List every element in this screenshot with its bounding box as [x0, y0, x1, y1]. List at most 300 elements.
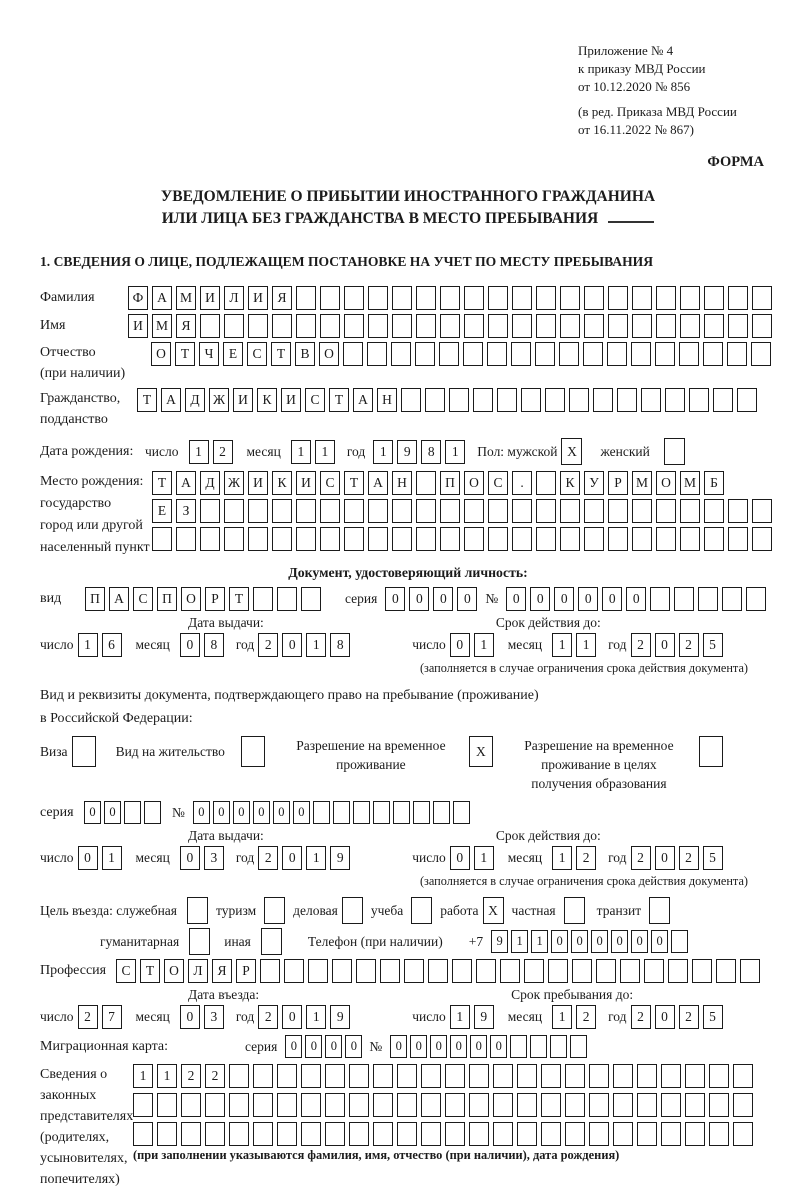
char-cell-filled[interactable]: 0: [282, 846, 302, 870]
char-cell-empty[interactable]: [301, 1064, 321, 1088]
char-cell-filled[interactable]: 0: [530, 587, 550, 611]
char-cell-empty[interactable]: [313, 801, 330, 824]
char-cell-empty[interactable]: [224, 499, 244, 523]
char-cell-filled[interactable]: 5: [703, 846, 723, 870]
char-cell-empty[interactable]: [349, 1093, 369, 1117]
purpose-official-checkbox[interactable]: [187, 897, 212, 924]
char-cell-empty[interactable]: [253, 1093, 273, 1117]
char-cell-empty[interactable]: [152, 527, 172, 551]
char-cell-empty[interactable]: [583, 342, 603, 366]
purpose-work-checkbox[interactable]: [483, 897, 508, 924]
char-cell-filled[interactable]: 2: [181, 1064, 201, 1088]
char-cell-empty[interactable]: [413, 801, 430, 824]
char-cell-empty[interactable]: [397, 1093, 417, 1117]
char-cell-empty[interactable]: [296, 286, 316, 310]
char-cell-filled[interactable]: 0: [490, 1035, 507, 1058]
char-cell-empty[interactable]: [661, 1122, 681, 1146]
char-cell-empty[interactable]: [144, 801, 161, 824]
char-cell-filled[interactable]: М: [632, 471, 652, 495]
char-cell-filled[interactable]: 9: [330, 1005, 350, 1029]
char-cell-filled[interactable]: Я: [176, 314, 196, 338]
char-cell-empty[interactable]: [733, 1093, 753, 1117]
char-cell-filled[interactable]: 0: [84, 801, 101, 824]
char-cell-empty[interactable]: [517, 1093, 537, 1117]
char-cell-filled[interactable]: 0: [450, 633, 470, 657]
char-cell-empty[interactable]: [685, 1093, 705, 1117]
char-cell-filled[interactable]: С: [488, 471, 508, 495]
char-cell-filled[interactable]: 0: [655, 633, 675, 657]
char-cell-empty[interactable]: [296, 499, 316, 523]
char-cell-empty[interactable]: [709, 1064, 729, 1088]
char-cell-empty[interactable]: [671, 930, 688, 953]
sex-female-checkbox[interactable]: [664, 438, 689, 465]
char-cell-filled[interactable]: Р: [608, 471, 628, 495]
char-cell-empty[interactable]: [728, 314, 748, 338]
char-cell-filled[interactable]: 9: [397, 440, 417, 464]
char-cell-empty[interactable]: [704, 499, 724, 523]
char-cell-empty[interactable]: [452, 959, 472, 983]
char-cell-filled[interactable]: Р: [205, 587, 225, 611]
char-cell-empty[interactable]: [752, 527, 772, 551]
char-cell-filled[interactable]: 2: [631, 633, 651, 657]
char-cell-empty[interactable]: [440, 527, 460, 551]
char-cell-filled[interactable]: 0: [651, 930, 668, 953]
char-cell-empty[interactable]: [373, 1093, 393, 1117]
char-cell-filled[interactable]: Е: [223, 342, 243, 366]
char-cell-filled[interactable]: 0: [78, 846, 98, 870]
char-cell-filled[interactable]: 2: [78, 1005, 98, 1029]
char-cell-filled[interactable]: 1: [450, 1005, 470, 1029]
char-cell-empty[interactable]: [301, 1093, 321, 1117]
char-cell-empty[interactable]: [661, 1064, 681, 1088]
char-cell-empty[interactable]: [728, 499, 748, 523]
char-cell-empty[interactable]: [550, 1035, 567, 1058]
char-cell-filled[interactable]: 0: [305, 1035, 322, 1058]
char-cell-empty[interactable]: [493, 1122, 513, 1146]
char-cell-empty[interactable]: [392, 314, 412, 338]
char-cell-filled[interactable]: Л: [224, 286, 244, 310]
char-cell-empty[interactable]: [545, 388, 565, 412]
char-cell-empty[interactable]: [325, 1093, 345, 1117]
char-cell-empty[interactable]: [631, 342, 651, 366]
char-cell-empty[interactable]: [392, 286, 412, 310]
char-cell-filled[interactable]: 1: [552, 846, 572, 870]
char-cell-empty[interactable]: [449, 388, 469, 412]
char-cell-empty[interactable]: [380, 959, 400, 983]
char-cell-filled[interactable]: С: [133, 587, 153, 611]
char-cell-empty[interactable]: [608, 527, 628, 551]
char-cell-empty[interactable]: [343, 342, 363, 366]
char-cell-empty[interactable]: [733, 1122, 753, 1146]
char-cell-filled[interactable]: И: [200, 286, 220, 310]
char-cell-empty[interactable]: [229, 1093, 249, 1117]
char-cell-filled[interactable]: 0: [655, 1005, 675, 1029]
char-cell-filled[interactable]: 0: [345, 1035, 362, 1058]
char-cell-empty[interactable]: [440, 499, 460, 523]
char-cell-empty[interactable]: [493, 1093, 513, 1117]
char-cell-empty[interactable]: [593, 388, 613, 412]
char-cell-filled[interactable]: 1: [306, 846, 326, 870]
char-cell-filled[interactable]: 2: [679, 633, 699, 657]
char-cell-filled[interactable]: X: [469, 736, 493, 767]
char-cell-empty[interactable]: [689, 388, 709, 412]
char-cell-empty[interactable]: [133, 1122, 153, 1146]
char-cell-empty[interactable]: [224, 314, 244, 338]
char-cell-filled[interactable]: 0: [602, 587, 622, 611]
char-cell-empty[interactable]: [752, 286, 772, 310]
char-cell-filled[interactable]: И: [248, 286, 268, 310]
char-cell-filled[interactable]: С: [116, 959, 136, 983]
char-cell-empty[interactable]: [133, 1093, 153, 1117]
char-cell-filled[interactable]: 0: [457, 587, 477, 611]
char-cell-filled[interactable]: П: [157, 587, 177, 611]
char-cell-filled[interactable]: 0: [506, 587, 526, 611]
char-cell-empty[interactable]: [510, 1035, 527, 1058]
char-cell-empty[interactable]: [332, 959, 352, 983]
char-cell-empty[interactable]: [296, 527, 316, 551]
char-cell-empty[interactable]: [608, 314, 628, 338]
char-cell-filled[interactable]: А: [368, 471, 388, 495]
char-cell-empty[interactable]: [709, 1122, 729, 1146]
char-cell-filled[interactable]: 9: [491, 930, 508, 953]
char-cell-empty[interactable]: [349, 1122, 369, 1146]
char-cell-filled[interactable]: 0: [551, 930, 568, 953]
char-cell-empty[interactable]: [541, 1093, 561, 1117]
char-cell-empty[interactable]: [416, 314, 436, 338]
char-cell-filled[interactable]: С: [320, 471, 340, 495]
char-cell-empty[interactable]: [740, 959, 760, 983]
char-cell-empty[interactable]: [320, 499, 340, 523]
char-cell-filled[interactable]: 8: [330, 633, 350, 657]
char-cell-empty[interactable]: [517, 1064, 537, 1088]
char-cell-empty[interactable]: [656, 286, 676, 310]
char-cell-filled[interactable]: 0: [554, 587, 574, 611]
char-cell-filled[interactable]: М: [680, 471, 700, 495]
char-cell-empty[interactable]: [416, 499, 436, 523]
char-cell-empty[interactable]: [353, 801, 370, 824]
char-cell-empty[interactable]: [637, 1064, 657, 1088]
char-cell-empty[interactable]: [200, 499, 220, 523]
char-cell-empty[interactable]: [404, 959, 424, 983]
char-cell-empty[interactable]: [248, 314, 268, 338]
char-cell-empty[interactable]: [560, 314, 580, 338]
char-cell-empty[interactable]: [703, 342, 723, 366]
char-cell-empty[interactable]: [264, 897, 285, 924]
char-cell-empty[interactable]: [641, 388, 661, 412]
char-cell-filled[interactable]: 2: [258, 633, 278, 657]
char-cell-filled[interactable]: А: [109, 587, 129, 611]
purpose-other-checkbox[interactable]: [261, 928, 286, 955]
char-cell-filled[interactable]: О: [656, 471, 676, 495]
purpose-tourism-checkbox[interactable]: [264, 897, 289, 924]
char-cell-filled[interactable]: О: [181, 587, 201, 611]
char-cell-filled[interactable]: 1: [157, 1064, 177, 1088]
char-cell-filled[interactable]: 0: [325, 1035, 342, 1058]
char-cell-filled[interactable]: И: [296, 471, 316, 495]
char-cell-filled[interactable]: Т: [271, 342, 291, 366]
char-cell-empty[interactable]: [320, 314, 340, 338]
char-cell-empty[interactable]: [632, 286, 652, 310]
char-cell-filled[interactable]: П: [440, 471, 460, 495]
char-cell-empty[interactable]: [560, 286, 580, 310]
char-cell-empty[interactable]: [713, 388, 733, 412]
char-cell-filled[interactable]: 5: [703, 633, 723, 657]
char-cell-empty[interactable]: [421, 1093, 441, 1117]
char-cell-empty[interactable]: [325, 1122, 345, 1146]
char-cell-filled[interactable]: 0: [450, 1035, 467, 1058]
char-cell-filled[interactable]: 2: [631, 1005, 651, 1029]
char-cell-empty[interactable]: [632, 527, 652, 551]
char-cell-empty[interactable]: [368, 527, 388, 551]
char-cell-filled[interactable]: Т: [137, 388, 157, 412]
char-cell-filled[interactable]: 0: [450, 846, 470, 870]
char-cell-empty[interactable]: [469, 1064, 489, 1088]
char-cell-filled[interactable]: 9: [474, 1005, 494, 1029]
char-cell-empty[interactable]: [665, 388, 685, 412]
char-cell-empty[interactable]: [497, 388, 517, 412]
char-cell-filled[interactable]: Я: [272, 286, 292, 310]
char-cell-empty[interactable]: [301, 587, 321, 611]
char-cell-empty[interactable]: [570, 1035, 587, 1058]
char-cell-empty[interactable]: [476, 959, 496, 983]
char-cell-empty[interactable]: [512, 314, 532, 338]
char-cell-empty[interactable]: [632, 499, 652, 523]
char-cell-empty[interactable]: [608, 499, 628, 523]
char-cell-empty[interactable]: [589, 1093, 609, 1117]
char-cell-empty[interactable]: [488, 314, 508, 338]
char-cell-filled[interactable]: Е: [152, 499, 172, 523]
char-cell-empty[interactable]: [536, 314, 556, 338]
char-cell-filled[interactable]: 2: [213, 440, 233, 464]
char-cell-filled[interactable]: 0: [410, 1035, 427, 1058]
char-cell-filled[interactable]: Я: [212, 959, 232, 983]
purpose-transit-checkbox[interactable]: [649, 897, 674, 924]
char-cell-empty[interactable]: [524, 959, 544, 983]
char-cell-empty[interactable]: [752, 499, 772, 523]
char-cell-empty[interactable]: [680, 499, 700, 523]
char-cell-empty[interactable]: [559, 342, 579, 366]
char-cell-filled[interactable]: 1: [474, 846, 494, 870]
char-cell-empty[interactable]: [620, 959, 640, 983]
char-cell-empty[interactable]: [637, 1122, 657, 1146]
char-cell-filled[interactable]: И: [233, 388, 253, 412]
char-cell-filled[interactable]: 1: [552, 633, 572, 657]
char-cell-empty[interactable]: [433, 801, 450, 824]
char-cell-empty[interactable]: [656, 499, 676, 523]
char-cell-filled[interactable]: 0: [253, 801, 270, 824]
char-cell-filled[interactable]: Д: [185, 388, 205, 412]
char-cell-filled[interactable]: 0: [611, 930, 628, 953]
char-cell-filled[interactable]: 1: [306, 1005, 326, 1029]
char-cell-empty[interactable]: [512, 286, 532, 310]
char-cell-filled[interactable]: 0: [180, 1005, 200, 1029]
char-cell-empty[interactable]: [680, 527, 700, 551]
char-cell-empty[interactable]: [536, 471, 556, 495]
char-cell-empty[interactable]: [644, 959, 664, 983]
char-cell-filled[interactable]: 5: [703, 1005, 723, 1029]
char-cell-empty[interactable]: [344, 286, 364, 310]
char-cell-empty[interactable]: [445, 1122, 465, 1146]
char-cell-filled[interactable]: 2: [679, 846, 699, 870]
char-cell-empty[interactable]: [445, 1064, 465, 1088]
char-cell-empty[interactable]: [632, 314, 652, 338]
char-cell-filled[interactable]: Н: [377, 388, 397, 412]
char-cell-empty[interactable]: [565, 1093, 585, 1117]
char-cell-empty[interactable]: [500, 959, 520, 983]
char-cell-empty[interactable]: [535, 342, 555, 366]
char-cell-empty[interactable]: [189, 928, 210, 955]
char-cell-empty[interactable]: [488, 286, 508, 310]
char-cell-empty[interactable]: [344, 527, 364, 551]
char-cell-filled[interactable]: X: [483, 897, 504, 924]
char-cell-empty[interactable]: [589, 1122, 609, 1146]
char-cell-empty[interactable]: [613, 1093, 633, 1117]
char-cell-empty[interactable]: [704, 527, 724, 551]
char-cell-empty[interactable]: [416, 527, 436, 551]
char-cell-empty[interactable]: [511, 342, 531, 366]
char-cell-filled[interactable]: 1: [552, 1005, 572, 1029]
char-cell-filled[interactable]: 2: [679, 1005, 699, 1029]
char-cell-filled[interactable]: 2: [258, 1005, 278, 1029]
char-cell-empty[interactable]: [440, 286, 460, 310]
char-cell-empty[interactable]: [72, 736, 96, 767]
char-cell-empty[interactable]: [661, 1093, 681, 1117]
char-cell-empty[interactable]: [333, 801, 350, 824]
char-cell-empty[interactable]: [401, 388, 421, 412]
char-cell-empty[interactable]: [752, 314, 772, 338]
char-cell-filled[interactable]: 1: [189, 440, 209, 464]
temp-permit-checkbox[interactable]: [469, 736, 497, 767]
char-cell-empty[interactable]: [284, 959, 304, 983]
char-cell-empty[interactable]: [656, 527, 676, 551]
char-cell-empty[interactable]: [356, 959, 376, 983]
char-cell-empty[interactable]: [296, 314, 316, 338]
char-cell-filled[interactable]: 2: [258, 846, 278, 870]
char-cell-empty[interactable]: [541, 1122, 561, 1146]
char-cell-empty[interactable]: [656, 314, 676, 338]
char-cell-empty[interactable]: [685, 1064, 705, 1088]
char-cell-filled[interactable]: .: [512, 471, 532, 495]
char-cell-filled[interactable]: О: [319, 342, 339, 366]
char-cell-empty[interactable]: [692, 959, 712, 983]
char-cell-empty[interactable]: [746, 587, 766, 611]
char-cell-empty[interactable]: [737, 388, 757, 412]
char-cell-empty[interactable]: [565, 1122, 585, 1146]
char-cell-filled[interactable]: 0: [470, 1035, 487, 1058]
char-cell-empty[interactable]: [373, 1122, 393, 1146]
char-cell-empty[interactable]: [464, 527, 484, 551]
char-cell-filled[interactable]: 0: [213, 801, 230, 824]
char-cell-empty[interactable]: [680, 314, 700, 338]
char-cell-empty[interactable]: [668, 959, 688, 983]
char-cell-empty[interactable]: [205, 1093, 225, 1117]
char-cell-filled[interactable]: М: [176, 286, 196, 310]
char-cell-empty[interactable]: [493, 1064, 513, 1088]
char-cell-empty[interactable]: [367, 342, 387, 366]
char-cell-empty[interactable]: [674, 587, 694, 611]
char-cell-empty[interactable]: [277, 1093, 297, 1117]
char-cell-empty[interactable]: [439, 342, 459, 366]
char-cell-filled[interactable]: Т: [329, 388, 349, 412]
char-cell-empty[interactable]: [277, 587, 297, 611]
char-cell-empty[interactable]: [368, 286, 388, 310]
char-cell-filled[interactable]: 1: [445, 440, 465, 464]
char-cell-filled[interactable]: Ф: [128, 286, 148, 310]
char-cell-filled[interactable]: О: [164, 959, 184, 983]
char-cell-empty[interactable]: [704, 286, 724, 310]
char-cell-filled[interactable]: Ж: [224, 471, 244, 495]
char-cell-empty[interactable]: [445, 1093, 465, 1117]
char-cell-empty[interactable]: [200, 314, 220, 338]
char-cell-empty[interactable]: [464, 499, 484, 523]
char-cell-filled[interactable]: 1: [474, 633, 494, 657]
char-cell-empty[interactable]: [397, 1122, 417, 1146]
char-cell-filled[interactable]: И: [281, 388, 301, 412]
char-cell-empty[interactable]: [488, 499, 508, 523]
char-cell-filled[interactable]: Р: [236, 959, 256, 983]
char-cell-filled[interactable]: Ч: [199, 342, 219, 366]
char-cell-empty[interactable]: [560, 527, 580, 551]
char-cell-empty[interactable]: [428, 959, 448, 983]
char-cell-empty[interactable]: [253, 1122, 273, 1146]
purpose-humanitarian-checkbox[interactable]: [189, 928, 214, 955]
char-cell-empty[interactable]: [722, 587, 742, 611]
char-cell-filled[interactable]: 2: [576, 846, 596, 870]
char-cell-empty[interactable]: [584, 527, 604, 551]
char-cell-filled[interactable]: 1: [511, 930, 528, 953]
char-cell-filled[interactable]: 1: [315, 440, 335, 464]
char-cell-empty[interactable]: [344, 314, 364, 338]
char-cell-empty[interactable]: [487, 342, 507, 366]
char-cell-empty[interactable]: [416, 286, 436, 310]
char-cell-filled[interactable]: А: [161, 388, 181, 412]
char-cell-filled[interactable]: К: [257, 388, 277, 412]
char-cell-filled[interactable]: 0: [578, 587, 598, 611]
char-cell-filled[interactable]: 0: [591, 930, 608, 953]
char-cell-empty[interactable]: [521, 388, 541, 412]
char-cell-filled[interactable]: В: [295, 342, 315, 366]
char-cell-filled[interactable]: 1: [531, 930, 548, 953]
char-cell-empty[interactable]: [368, 314, 388, 338]
char-cell-filled[interactable]: А: [353, 388, 373, 412]
char-cell-filled[interactable]: П: [85, 587, 105, 611]
char-cell-empty[interactable]: [584, 286, 604, 310]
char-cell-empty[interactable]: [224, 527, 244, 551]
char-cell-filled[interactable]: 1: [78, 633, 98, 657]
purpose-study-checkbox[interactable]: [411, 897, 436, 924]
char-cell-empty[interactable]: [200, 527, 220, 551]
char-cell-empty[interactable]: [664, 438, 685, 465]
char-cell-filled[interactable]: У: [584, 471, 604, 495]
char-cell-empty[interactable]: [727, 342, 747, 366]
char-cell-empty[interactable]: [392, 527, 412, 551]
char-cell-filled[interactable]: 0: [180, 633, 200, 657]
char-cell-filled[interactable]: 0: [282, 1005, 302, 1029]
char-cell-empty[interactable]: [157, 1122, 177, 1146]
char-cell-empty[interactable]: [617, 388, 637, 412]
char-cell-empty[interactable]: [397, 1064, 417, 1088]
char-cell-empty[interactable]: [272, 527, 292, 551]
char-cell-empty[interactable]: [373, 801, 390, 824]
char-cell-empty[interactable]: [517, 1122, 537, 1146]
char-cell-empty[interactable]: [548, 959, 568, 983]
char-cell-filled[interactable]: 8: [204, 633, 224, 657]
char-cell-empty[interactable]: [277, 1122, 297, 1146]
char-cell-empty[interactable]: [157, 1093, 177, 1117]
char-cell-empty[interactable]: [584, 499, 604, 523]
sex-male-checkbox[interactable]: [561, 438, 586, 465]
char-cell-filled[interactable]: 0: [430, 1035, 447, 1058]
